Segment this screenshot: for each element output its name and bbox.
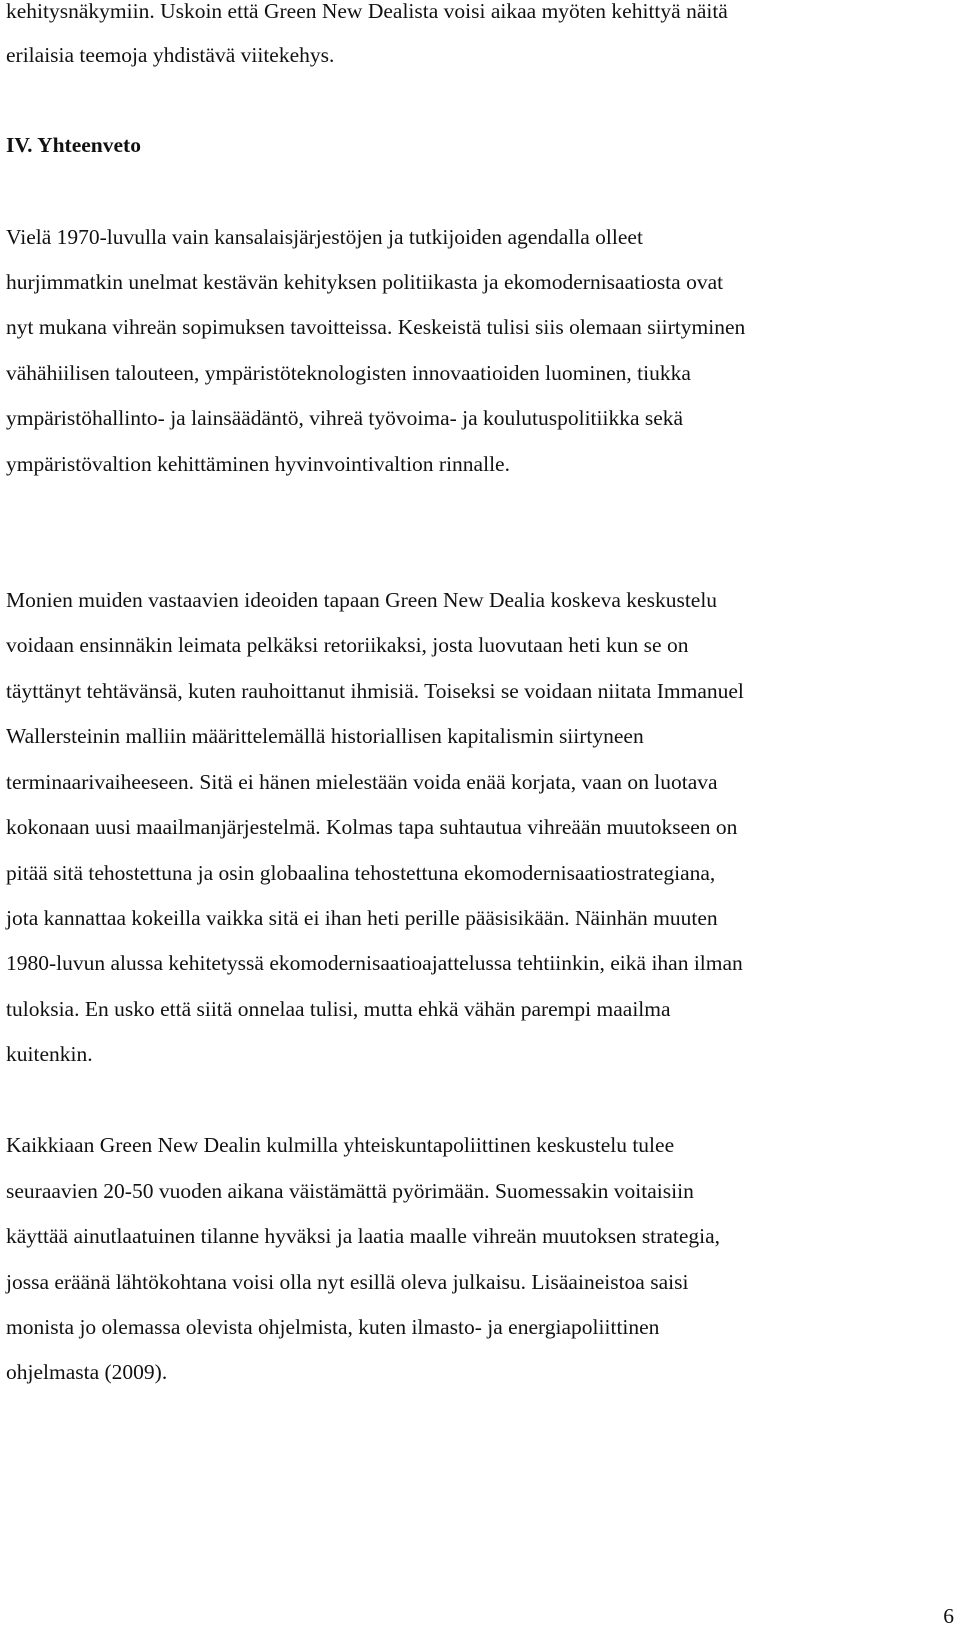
paragraph-1-line: Vielä 1970-luvulla vain kansalaisjärjestöjen ja tutkijoiden agendalla olleet <box>6 225 643 249</box>
paragraph-2-line: täyttänyt tehtävänsä, kuten rauhoittanut ihmisiä. Toiseksi se voidaan niitata Immanuel <box>6 679 744 703</box>
paragraph-2-line: tuloksia. En usko että siitä onnelaa tulisi, mutta ehkä vähän parempi maailma <box>6 997 671 1021</box>
paragraph-2-line: kokonaan uusi maailmanjärjestelmä. Kolmas tapa suhtautua vihreään muutokseen on <box>6 815 738 839</box>
paragraph-2-line: jota kannattaa kokeilla vaikka sitä ei ihan heti perille pääsisikään. Näinhän muuten <box>6 906 718 930</box>
paragraph-2-line: kuitenkin. <box>6 1042 93 1066</box>
paragraph-2-line: Monien muiden vastaavien ideoiden tapaan Green New Dealia koskeva keskustelu <box>6 588 718 612</box>
section-heading: IV. Yhteenveto <box>6 133 141 157</box>
paragraph-1-line: vähähiilisen talouteen, ympäristöteknologisten innovaatioiden luominen, tiukka <box>6 361 691 385</box>
intro-line: erilaisia teemoja yhdistävä viitekehys. <box>6 43 335 67</box>
paragraph-1-line: ympäristöhallinto- ja lainsäädäntö, vihreä työvoima- ja koulutuspolitiikka sekä <box>6 406 684 430</box>
paragraph-1-line: ympäristövaltion kehittäminen hyvinvointivaltion rinnalle. <box>6 452 510 476</box>
paragraph-3-line: ohjelmasta (2009). <box>6 1360 168 1384</box>
paragraph-3-line: käyttää ainutlaatuinen tilanne hyväksi ja laatia maalle vihreän muutoksen strategia, <box>6 1224 721 1248</box>
page-number: 6 <box>943 1604 954 1628</box>
paragraph-3-line: seuraavien 20-50 vuoden aikana väistämättä pyörimään. Suomessakin voitaisiin <box>6 1179 694 1203</box>
paragraph-1-line: hurjimmatkin unelmat kestävän kehityksen politiikasta ja ekomodernisaatiosta ovat <box>6 270 724 294</box>
paragraph-2-line: terminaarivaiheeseen. Sitä ei hänen mielestään voida enää korjata, vaan on luotava <box>6 770 718 794</box>
paragraph-2-line: Wallersteinin malliin määrittelemällä historiallisen kapitalismin siirtyneen <box>6 724 644 748</box>
paragraph-3-line: jossa eräänä lähtökohtana voisi olla nyt esillä oleva julkaisu. Lisäaineistoa saisi <box>6 1270 689 1294</box>
paragraph-1-line: nyt mukana vihreän sopimuksen tavoitteissa. Keskeistä tulisi siis olemaan siirtyminen <box>6 315 746 339</box>
paragraph-3-line: monista jo olemassa olevista ohjelmista, kuten ilmasto- ja energiapoliittinen <box>6 1315 660 1339</box>
paragraph-3-line: Kaikkiaan Green New Dealin kulmilla yhteiskuntapoliittinen keskustelu tulee <box>6 1133 675 1157</box>
paragraph-2-line: pitää sitä tehostettuna ja osin globaalina tehostettuna ekomodernisaatiostrategiana, <box>6 861 716 885</box>
paragraph-2-line: 1980-luvun alussa kehitetyssä ekomodernisaatioajattelussa tehtiinkin, eikä ihan ilman <box>6 951 743 975</box>
intro-line: kehitysnäkymiin. Uskoin että Green New Dealista voisi aikaa myöten kehittyä näitä <box>6 0 728 23</box>
document-page <box>6 0 956 1650</box>
paragraph-2-line: voidaan ensinnäkin leimata pelkäksi retoriikaksi, josta luovutaan heti kun se on <box>6 633 689 657</box>
